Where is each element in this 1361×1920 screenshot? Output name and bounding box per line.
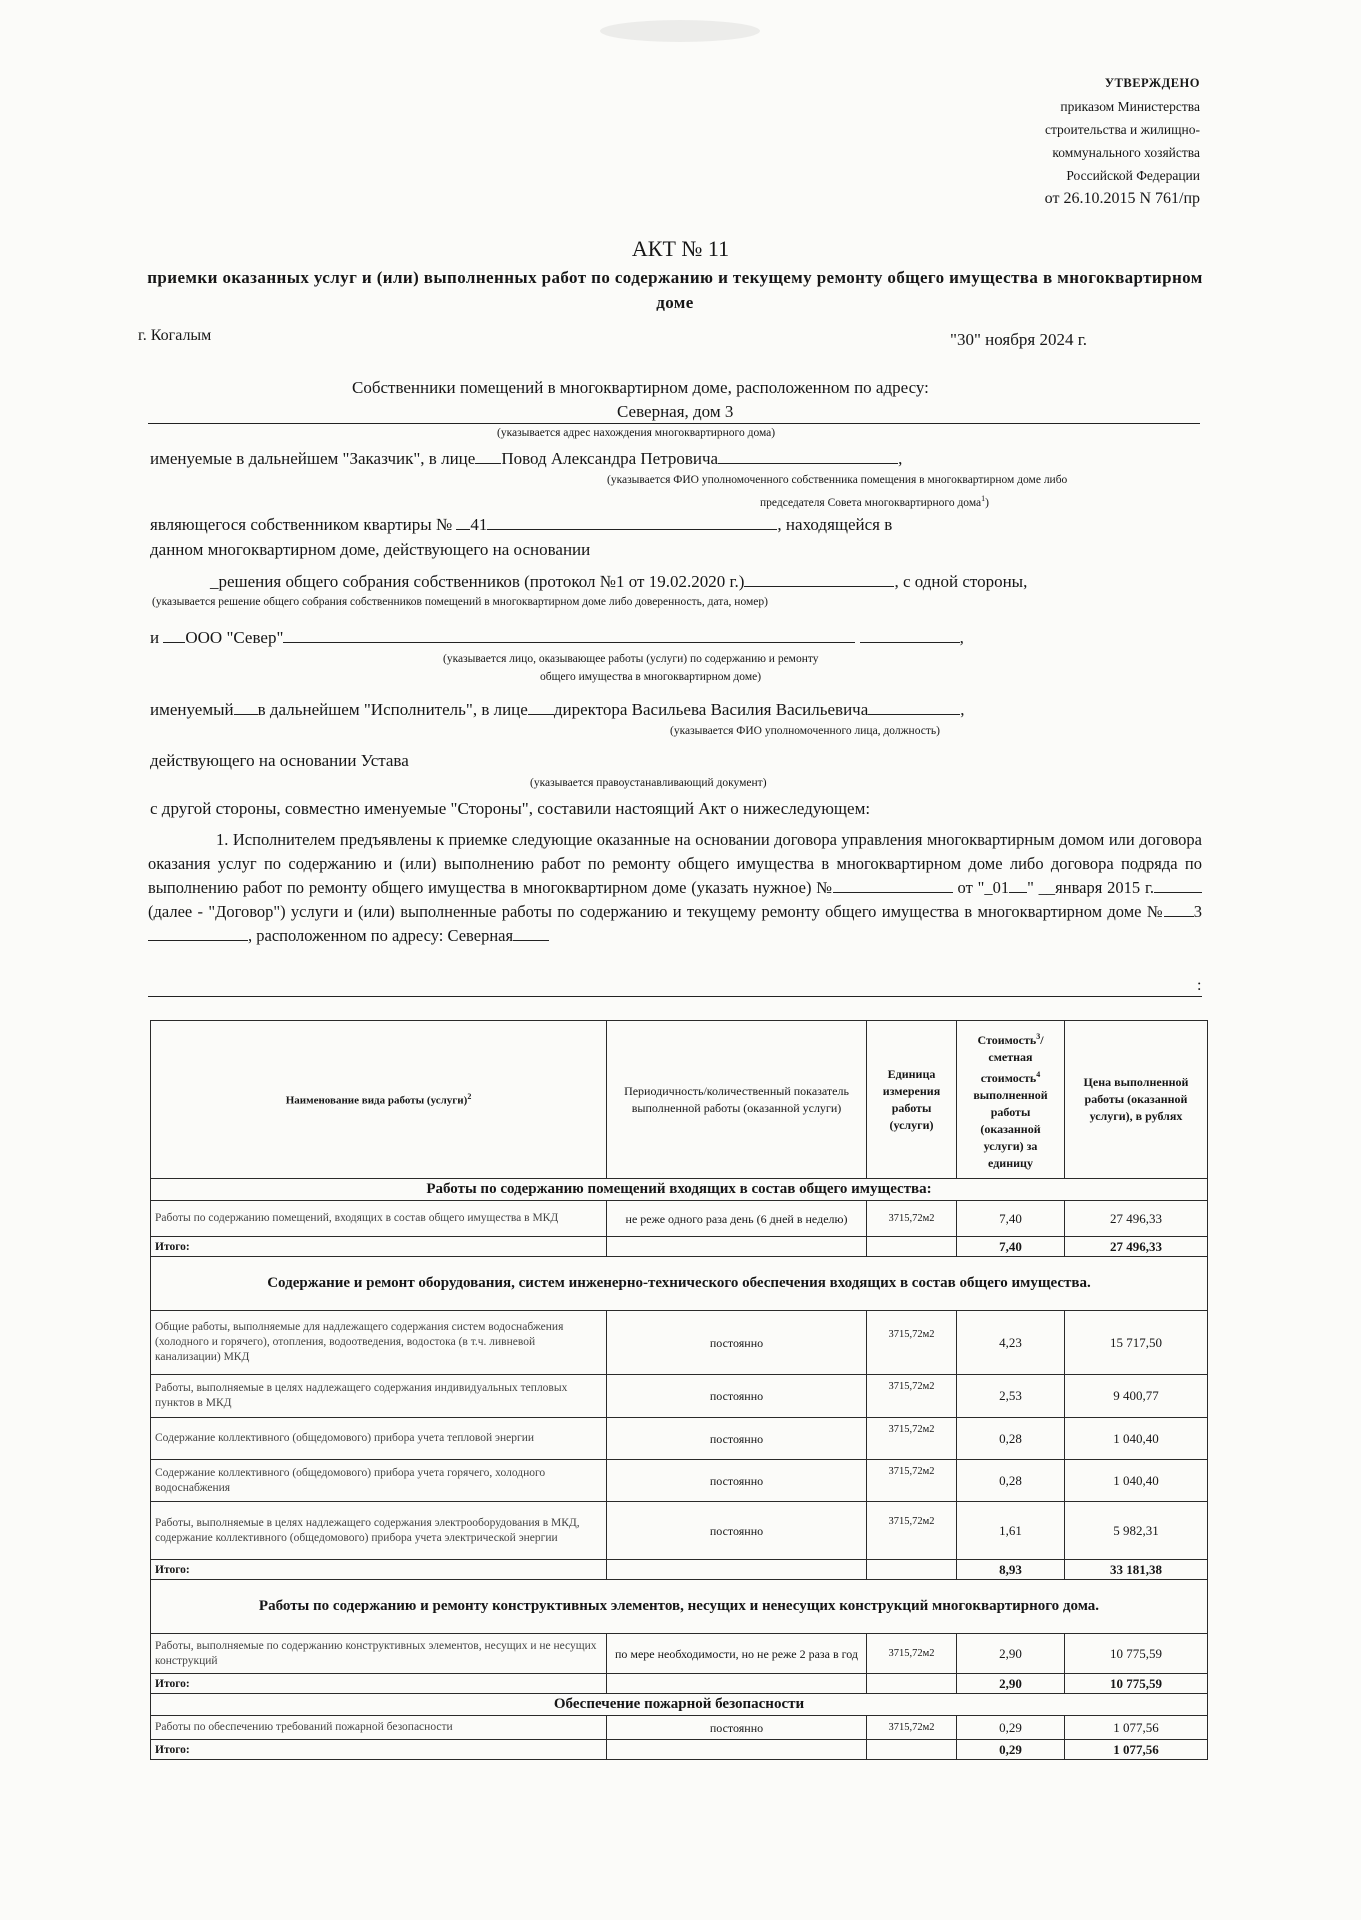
owners-intro: Собственники помещений в многоквартирном доме, расположенном по адресу:	[352, 378, 929, 397]
act-subtitle: приемки оказанных услуг и (или) выполненных работ по содержанию и текущему ремонту общего имущества в многоквартирном доме	[147, 268, 1203, 312]
contractor-name: ООО "Север"	[185, 628, 284, 647]
note-basis: (указывается решение общего собрания собственников помещений в многоквартирном доме либо доверенность, дата, номер)	[152, 596, 768, 608]
header-cost: Стоимость$^3$/сметная стоимость$^4$ выполненной работы (оказанной услуги) за единицу	[957, 1021, 1065, 1179]
owner-apartment-line: являющегося собственником квартиры № 41 , находящейся в	[150, 515, 893, 534]
section-row: Содержание и ремонт оборудования, систем инженерно-технического обеспечения входящих в состав общего имущества.	[151, 1257, 1208, 1311]
executor-name: директора Васильева Василия Васильевича	[553, 700, 869, 719]
approval-line: коммунального хозяйства	[1052, 145, 1200, 160]
note-contractor-2: общего имущества в многоквартирном доме)	[540, 671, 762, 683]
header-periodicity: Периодичность/количественный показатель выполненной работы (оказанной услуги)	[607, 1021, 867, 1179]
table-row: Общие работы, выполняемые для надлежащего содержания систем водоснабжения (холодного и горячего), отопления, водоотведения, водостока (в т.ч. ливневой канализации) МКД постоянно 3715,72м2 4,23 15 717,50	[151, 1311, 1208, 1375]
note-customer-2: председателя Совета многоквартирного дома$^1$)	[760, 494, 989, 509]
table-row: Работы, выполняемые по содержанию конструктивных элементов, несущих и не несущих конструкций по мере необходимости, но не реже 2 раза в год 3715,72м2 2,90 10 775,59	[151, 1634, 1208, 1674]
approval-line: Российской Федерации	[1066, 168, 1200, 183]
approval-line: УТВЕРЖДЕНО	[1104, 76, 1200, 90]
approval-line: от 26.10.2015 N 761/пр	[1044, 190, 1200, 207]
table-header-row	[151, 1021, 1208, 1179]
table-row: Работы, выполняемые в целях надлежащего содержания электрооборудования в МКД, содержание коллективного (общедомового) прибора учета электрической энергии постоянно 3715,72м2 1,61 5 982,31	[151, 1502, 1208, 1560]
table-row: Содержание коллективного (общедомового) прибора учета тепловой энергии постоянно 3715,72м2 0,28 1 040,40	[151, 1418, 1208, 1460]
table-row: Работы по содержанию помещений, входящих в состав общего имущества в МКД не реже одного раза день (6 дней в неделю) 3715,72м2 7,40 27 496,33	[151, 1201, 1208, 1237]
works-table	[150, 1020, 1208, 1760]
table-row: Работы по обеспечению требований пожарной безопасности постоянно 3715,72м2 0,29 1 077,56	[151, 1716, 1208, 1740]
section-row: Обеспечение пожарной безопасности	[151, 1694, 1208, 1716]
address-underline-2	[148, 996, 1202, 997]
header-unit: Единица измерения работы (услуги)	[867, 1021, 957, 1179]
section-row: Работы по содержанию помещений входящих в состав общего имущества:	[151, 1179, 1208, 1201]
clause-1: 1. Исполнителем предъявлены к приемке следующие оказанные на основании договора управления многоквартирным домом или договора оказания услуг по содержанию и (или) выполнению работ по ремонту общего имущества в многоквартирном доме либо договора подряда по выполнению работ по ремонту общего имущества в многоквартирном доме (указать нужное) № от "_01 " __января 2015 г. (далее - "Договор") услуги и (или) выполненные работы по содержанию и текущему ремонту общего имущества в многоквартирном доме № 3, расположенном по адресу: Северная	[148, 830, 1202, 945]
one-side: , с одной стороны,	[894, 572, 1028, 591]
total-row: Итого: 2,90 10 775,59	[151, 1674, 1208, 1694]
customer-line: именуемые в дальнейшем "Заказчик", в лице Повод Александра Петровича ,	[150, 449, 903, 468]
total-row: Итого: 8,93 33 181,38	[151, 1560, 1208, 1580]
note-executor: (указывается ФИО уполномоченного лица, должность)	[670, 725, 940, 737]
acting-basis: действующего на основании Устава	[150, 751, 409, 770]
act-date: "30" ноября 2024 г.	[950, 330, 1087, 349]
total-row: Итого: 0,29 1 077,56	[151, 1740, 1208, 1760]
street: Северная	[447, 926, 514, 945]
section-row: Работы по содержанию и ремонту конструктивных элементов, несущих и ненесущих конструкций многоквартирного дома.	[151, 1580, 1208, 1634]
customer-prefix: именуемые в дальнейшем "Заказчик", в лице	[150, 449, 476, 468]
apartment-number: 41	[470, 515, 488, 534]
approval-line: приказом Министерства	[1060, 99, 1200, 114]
note-address: (указывается адрес нахождения многоквартирного дома)	[497, 427, 776, 439]
address-underline	[148, 423, 1200, 424]
header-name: Наименование вида работы (услуги)$^2$	[151, 1021, 607, 1179]
approval-line: строительства и жилищно-	[1045, 122, 1200, 137]
scan-smudge	[600, 20, 760, 42]
table-row: Содержание коллективного (общедомового) прибора учета горячего, холодного водоснабжения постоянно 3715,72м2 0,28 1 040,40	[151, 1460, 1208, 1502]
total-row: Итого: 7,40 27 496,33	[151, 1237, 1208, 1257]
house-address: Северная, дом 3	[617, 402, 734, 421]
basis: _решения общего собрания собственников (протокол №1 от 19.02.2020 г.)	[210, 572, 745, 591]
house-number: 3	[1193, 902, 1202, 921]
note-contractor-1: (указывается лицо, оказывающее работы (услуги) по содержанию и ремонту	[443, 653, 819, 665]
approval-block	[1045, 72, 1200, 210]
city: г. Когалым	[138, 327, 212, 344]
note-customer-1: (указывается ФИО уполномоченного собственника помещения в многоквартирном доме либо	[607, 474, 1068, 486]
basis-line: данном многоквартирном доме, действующего на основании	[150, 540, 591, 559]
executor-line: именуемый в дальнейшем "Исполнитель", в лице директора Васильева Василия Васильевича ,	[150, 700, 965, 719]
owner-apt-prefix: являющегося собственником квартиры №	[150, 515, 453, 534]
customer-name: Повод Александра Петровича	[501, 449, 719, 468]
basis-document	[210, 572, 1027, 592]
header-price: Цена выполненной работы (оказанной услуги), в рублях	[1065, 1021, 1208, 1179]
note-acting: (указывается правоустанавливающий документ)	[530, 777, 767, 789]
colon: :	[1197, 977, 1202, 994]
table-row: Работы, выполняемые в целях надлежащего содержания индивидуальных тепловых пунктов в МКД постоянно 3715,72м2 2,53 9 400,77	[151, 1375, 1208, 1418]
contractor-line: и ООО "Север" ,	[150, 628, 964, 647]
act-title: АКТ № 11	[631, 236, 730, 261]
other-side: с другой стороны, совместно именуемые "Стороны", составили настоящий Акт о нижеследующем:	[150, 799, 871, 818]
